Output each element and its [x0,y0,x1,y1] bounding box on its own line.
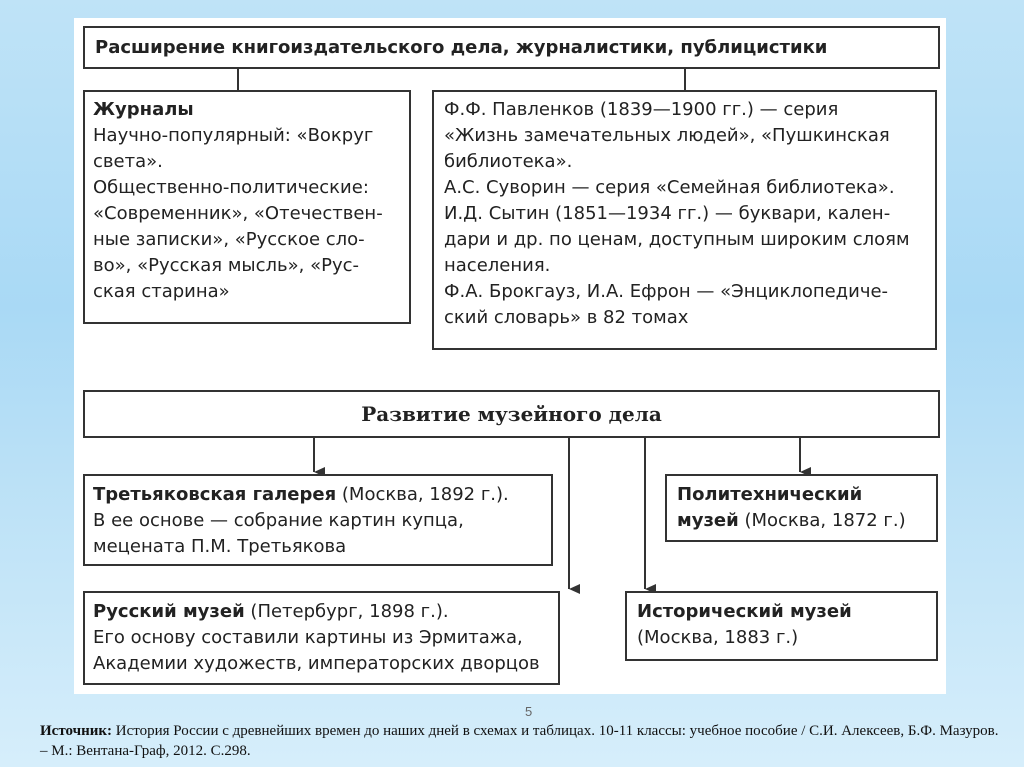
publishers-box [432,90,937,350]
russian-museum-line: Его основу составили картины из Эрмитажа, [93,627,523,648]
tretyakov-name: Третьяковская галерея [93,484,337,505]
journals-line: ская старина» [93,281,230,302]
russian-museum-place: (Петербург, 1898 г.). [244,601,449,622]
publishers-line: Ф.Ф. Павленков (1839—1900 гг.) — серия [444,99,839,120]
publishers-line: Ф.А. Брокгауз, И.А. Ефрон — «Энциклопедиче- [444,281,889,302]
historical-museum-place: (Москва, 1883 г.) [637,627,799,648]
journals-line: света». [93,151,163,172]
page-number: 5 [525,704,533,719]
russian-museum-line: Академии художеств, императорских дворцов [93,653,540,674]
tretyakov-box [83,474,553,566]
publishers-line: населения. [444,255,551,276]
journals-line: во», «Русская мысль», «Рус- [93,255,360,276]
tretyakov-place: (Москва, 1892 г.). [336,484,509,505]
source-citation [40,721,1000,761]
museums-title: Развитие музейного дела [361,402,662,426]
publishers-line: А.С. Суворин — серия «Семейная библиотека». [444,177,895,198]
publishers-line: библиотека». [444,151,573,172]
source-text: История России с древнейших времен до наших дней в схемах и таблицах. 10-11 классы: учебное пособие / С.И. Алексеев, Б.Ф. Мазуров. – М.: Вентана-Граф, 2012. С.298. [40,723,999,759]
tretyakov-line: В ее основе — собрание картин купца, [93,510,464,531]
polytechnic-box [665,474,938,542]
publishers-line: И.Д. Сытин (1851—1934 гг.) — буквари, кален- [444,203,891,224]
museums-title-box [83,390,940,438]
journals-line: Общественно-политические: [93,177,369,198]
russian-museum-name: Русский музей [93,601,245,622]
journals-line: Научно-популярный: «Вокруг [93,125,374,146]
journals-line: ные записки», «Русское сло- [93,229,365,250]
journals-line: «Современник», «Отечествен- [93,203,383,224]
polytechnic-name: Политехнический [677,484,863,505]
publishers-line: ский словарь» в 82 томах [444,307,689,328]
journals-box [83,90,411,324]
journals-heading: Журналы [93,99,194,120]
header-title: Расширение книгоиздательского дела, журналистики, публицистики [95,37,828,58]
polytechnic-place: (Москва, 1872 г.) [738,510,906,531]
header-box [83,26,940,69]
publishers-line: дари и др. по ценам, доступным широким слоям [444,229,910,250]
historical-museum-name: Исторический музей [637,601,852,622]
polytechnic-name-2: музей [677,510,739,531]
russian-museum-box [83,591,560,685]
tretyakov-line: мецената П.М. Третьякова [93,536,347,557]
publishers-line: «Жизнь замечательных людей», «Пушкинская [444,125,890,146]
source-label: Источник: [40,723,112,739]
historical-museum-box [625,591,938,661]
